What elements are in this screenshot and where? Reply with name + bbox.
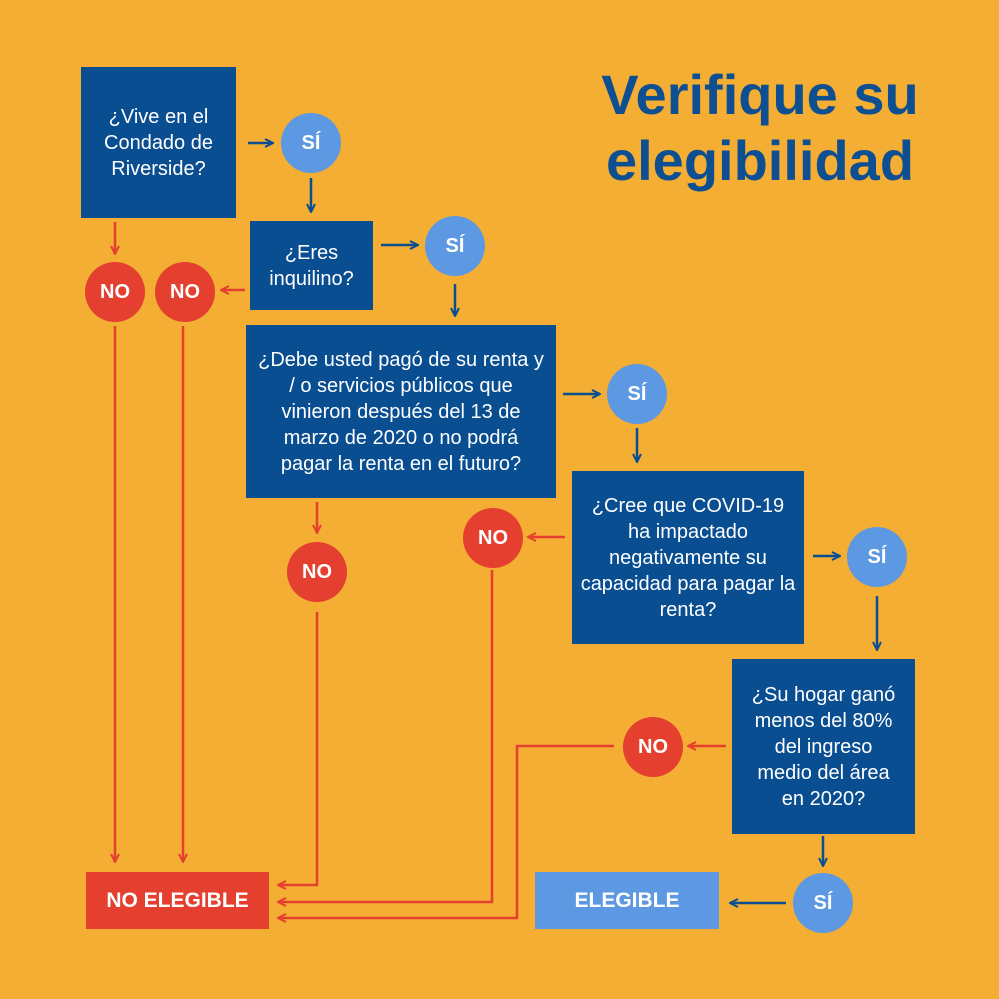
page-title: Verifique su elegibilidad <box>601 63 919 192</box>
arrow-no3-result <box>278 612 317 885</box>
no-circle: NO <box>463 508 523 568</box>
question-box-tenant: ¿Eres inquilino? <box>250 221 373 310</box>
no-circle: NO <box>85 262 145 322</box>
yes-circle: SÍ <box>607 364 667 424</box>
yes-circle: SÍ <box>793 873 853 933</box>
arrow-no4-result <box>278 570 492 902</box>
yes-circle: SÍ <box>847 527 907 587</box>
no-circle: NO <box>287 542 347 602</box>
question-box-riverside: ¿Vive en el Condado de Riverside? <box>81 67 236 218</box>
question-box-income: ¿Su hogar ganó menos del 80% del ingreso medio del área en 2020? <box>732 659 915 834</box>
question-box-covid-impact: ¿Cree que COVID-19 ha impactado negativamente su capacidad para pagar la renta? <box>572 471 804 644</box>
question-box-rent-debt: ¿Debe usted pagó de su renta y / o servicios públicos que vinieron después del 13 de marzo de 2020 o no podrá pagar la renta en el futuro? <box>246 325 556 498</box>
not-eligible-result: NO ELEGIBLE <box>86 872 269 929</box>
no-circle: NO <box>623 717 683 777</box>
no-circle: NO <box>155 262 215 322</box>
yes-circle: SÍ <box>425 216 485 276</box>
eligible-result: ELEGIBLE <box>535 872 719 929</box>
yes-circle: SÍ <box>281 113 341 173</box>
